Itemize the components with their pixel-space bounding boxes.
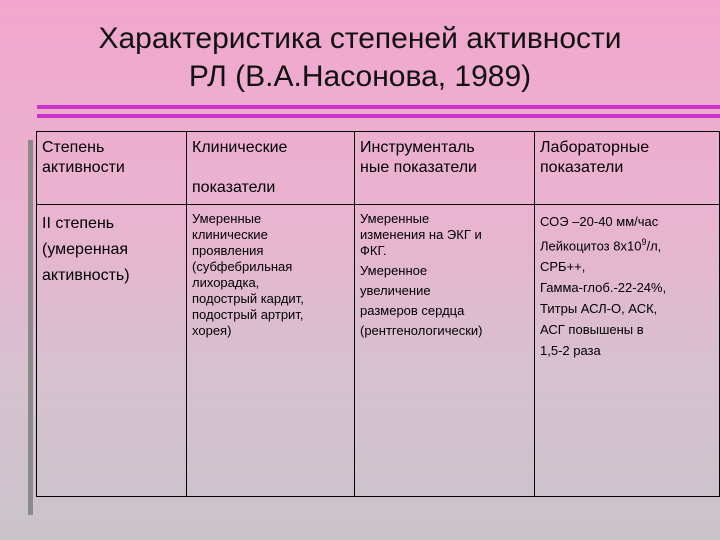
header-text: показатели bbox=[192, 179, 276, 196]
header-text: Инструменталь bbox=[360, 139, 475, 156]
cell-text: (умеренная bbox=[42, 241, 129, 258]
cell-text: Умеренные bbox=[192, 211, 262, 226]
header-degree bbox=[37, 132, 187, 205]
cell-degree bbox=[37, 205, 187, 497]
title-divider-bottom bbox=[37, 114, 720, 118]
cell-text: (субфебрильная bbox=[192, 259, 293, 274]
cell-laboratory bbox=[535, 205, 720, 497]
table-row bbox=[37, 205, 720, 497]
superscript: 9 bbox=[641, 237, 647, 247]
title-line-2: РЛ (В.А.Насонова, 1989) bbox=[188, 60, 532, 93]
slide-title bbox=[30, 20, 690, 96]
cell-text: СРБ++, bbox=[540, 259, 586, 275]
cell-text: изменения на ЭКГ и bbox=[360, 227, 482, 242]
table-header-row bbox=[37, 132, 720, 205]
cell-text: хорея) bbox=[192, 323, 232, 338]
header-text: Степень bbox=[42, 139, 105, 156]
cell-text: подострый кардит, bbox=[192, 291, 304, 306]
cell-text: увеличение bbox=[360, 283, 431, 298]
cell-text: размеров сердца bbox=[360, 303, 465, 318]
cell-text: СОЭ –20-40 мм/час bbox=[540, 214, 659, 229]
cell-text: II степень bbox=[42, 215, 115, 232]
cell-text: 1,5-2 раза bbox=[540, 343, 601, 359]
cell-text: активность) bbox=[42, 267, 130, 284]
activity-table bbox=[36, 131, 720, 497]
cell-clinical bbox=[187, 205, 355, 497]
cell-text: Титры АСЛ-О, АСК, bbox=[540, 301, 658, 317]
cell-text: АСГ повышены в bbox=[540, 322, 644, 338]
cell-text: Умеренные bbox=[360, 211, 430, 226]
cell-text: лихорадка, bbox=[192, 275, 260, 290]
left-accent-bar bbox=[28, 140, 33, 515]
cell-text: /л, bbox=[646, 238, 662, 254]
header-text: Клинические bbox=[192, 139, 288, 156]
cell-text: подострый артрит, bbox=[192, 307, 304, 322]
header-text: активности bbox=[42, 159, 125, 176]
cell-text: (рентгенологически) bbox=[360, 323, 483, 338]
cell-text: клинические bbox=[192, 227, 268, 242]
cell-instrumental bbox=[355, 205, 535, 497]
header-text: Лабораторные bbox=[540, 139, 650, 156]
header-text: ные показатели bbox=[360, 159, 477, 176]
header-instrumental bbox=[355, 132, 535, 205]
header-clinical bbox=[187, 132, 355, 205]
cell-text: Умеренное bbox=[360, 263, 428, 278]
cell-text: Гамма-глоб.-22-24%, bbox=[540, 280, 667, 296]
title-line-1: Характеристика степеней активности bbox=[98, 22, 622, 55]
header-laboratory bbox=[535, 132, 720, 205]
cell-text-leukocytosis bbox=[540, 232, 714, 256]
cell-text: проявления bbox=[192, 243, 264, 258]
title-divider-top bbox=[37, 105, 720, 109]
header-text: показатели bbox=[540, 159, 624, 176]
cell-text: ФКГ. bbox=[360, 243, 387, 258]
cell-text: Лейкоцитоз 8х10 bbox=[540, 238, 642, 254]
